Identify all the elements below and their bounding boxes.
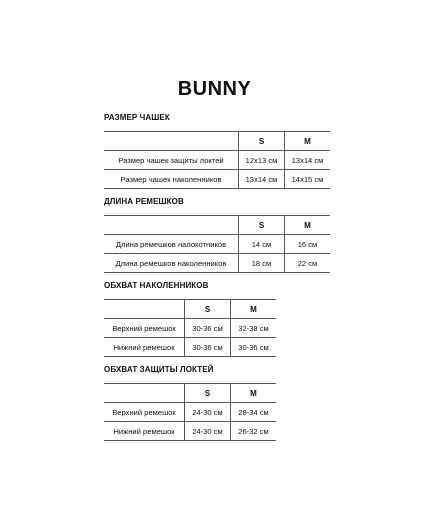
- size-m-header: M: [231, 300, 277, 319]
- row-label: Размер чашек наколенников: [104, 170, 239, 189]
- section-cup-size: [104, 113, 330, 189]
- size-table: [104, 383, 276, 441]
- size-m-value: 14x15 см: [285, 170, 331, 189]
- size-table: [104, 215, 330, 273]
- label-header-cell: [104, 132, 239, 151]
- row-label: Верхний ремешок: [104, 403, 185, 422]
- label-header-cell: [104, 300, 185, 319]
- page-title: BUNNY: [177, 78, 252, 100]
- size-s-header: S: [185, 384, 231, 403]
- table-row: [104, 403, 276, 422]
- size-s-value: 24-30 см: [185, 403, 231, 422]
- size-s-value: 24-30 см: [185, 422, 231, 441]
- size-m-value: 28-34 см: [231, 403, 277, 422]
- row-label: Верхний ремешок: [104, 319, 185, 338]
- size-m-value: 13x14 см: [285, 151, 331, 170]
- size-m-value: 30-36 см: [231, 338, 277, 357]
- size-m-value: 32-38 см: [231, 319, 277, 338]
- size-m-header: M: [285, 216, 331, 235]
- table-row: [104, 151, 330, 170]
- size-m-value: 16 см: [285, 235, 331, 254]
- size-s-value: 14 см: [239, 235, 285, 254]
- section-heading: ОБХВАТ ЗАЩИТЫ ЛОКТЕЙ: [104, 365, 214, 374]
- row-label: Длина ремешков наколенников: [104, 254, 239, 273]
- section-heading: ОБХВАТ НАКОЛЕННИКОВ: [104, 281, 209, 290]
- table-header-row: [104, 216, 330, 235]
- row-label: Нижний ремешок: [104, 422, 185, 441]
- label-header-cell: [104, 216, 239, 235]
- row-label: Длина ремешков налокотников: [104, 235, 239, 254]
- size-s-value: 30-36 см: [185, 319, 231, 338]
- row-label: Размер чашек защиты локтей: [104, 151, 239, 170]
- table-row: [104, 235, 330, 254]
- table-header-row: [104, 132, 330, 151]
- section-knee-girth: [104, 281, 276, 357]
- size-s-value: 18 см: [239, 254, 285, 273]
- size-m-header: M: [231, 384, 277, 403]
- table-row: [104, 338, 276, 357]
- size-s-header: S: [239, 216, 285, 235]
- size-s-value: 13x14 см: [239, 170, 285, 189]
- label-header-cell: [104, 384, 185, 403]
- table-row: [104, 254, 330, 273]
- table-header-row: [104, 300, 276, 319]
- row-label: Нижний ремешок: [104, 338, 185, 357]
- section-heading: ДЛИНА РЕМЕШКОВ: [104, 197, 184, 206]
- section-elbow-girth: [104, 365, 276, 441]
- section-strap-length: [104, 197, 330, 273]
- size-s-value: 30-36 см: [185, 338, 231, 357]
- size-s-header: S: [239, 132, 285, 151]
- table-row: [104, 422, 276, 441]
- size-s-header: S: [185, 300, 231, 319]
- size-m-value: 22 см: [285, 254, 331, 273]
- size-table: [104, 131, 330, 189]
- table-row: [104, 319, 276, 338]
- size-m-value: 26-32 см: [231, 422, 277, 441]
- size-m-header: M: [285, 132, 331, 151]
- size-table: [104, 299, 276, 357]
- size-s-value: 12x13 см: [239, 151, 285, 170]
- table-row: [104, 170, 330, 189]
- section-heading: РАЗМЕР ЧАШЕК: [104, 113, 170, 122]
- table-header-row: [104, 384, 276, 403]
